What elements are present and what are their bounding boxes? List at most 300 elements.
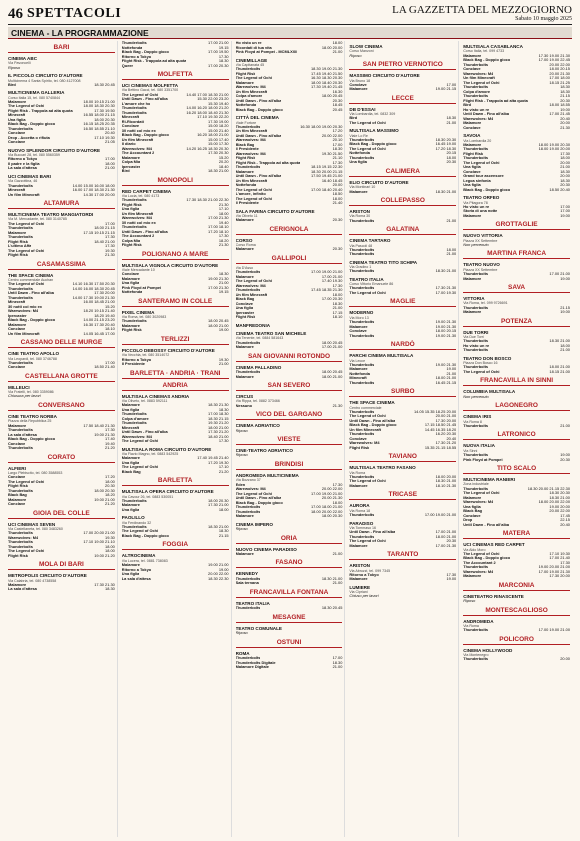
- film-title: Pink Floyd at Pompei: [463, 457, 503, 462]
- showtimes: 18.00: [218, 506, 229, 512]
- showtimes: 19.00: [560, 275, 570, 281]
- showtimes: 20.30: [560, 97, 570, 103]
- showtimes: 20.40: [560, 521, 570, 527]
- film-title: Bird: [349, 116, 358, 121]
- film-title: The Legend of Ochi: [235, 279, 272, 284]
- showtimes: 17.30 18.30 21.00 22.30: [186, 197, 229, 203]
- showtimes: 20.30: [105, 483, 115, 489]
- film-title: Warewolves: M4: [235, 487, 266, 492]
- film-title: Until Dawn - Fino all'alba: [235, 98, 282, 103]
- cinema-name: SAVOIA: [463, 133, 481, 139]
- film-title: Until Dawn - Fino all'alba: [8, 291, 54, 296]
- film-title: Thunderbolts: [463, 486, 489, 491]
- showtimes: 18.30 19.00 21.30: [311, 66, 343, 72]
- film-title: Conclave: [235, 301, 253, 306]
- cinema-block: [236, 331, 343, 350]
- showtime-row: [236, 315, 343, 320]
- showtime-row: [8, 166, 115, 171]
- cinema-address: Via Roma 18: [349, 508, 371, 513]
- cinema-address: Piazza della Repubblica 25: [8, 419, 52, 424]
- film-title: Thunderbolts: [235, 505, 261, 510]
- cinema-block: [122, 83, 229, 174]
- showtime-row: [463, 188, 570, 193]
- cinema-name: CINEMA IMPERO: [235, 521, 273, 527]
- showtimes: 18.30: [560, 84, 570, 90]
- cinema-name: CINEMA TARTARO: [349, 238, 391, 244]
- showtimes: 17.00 21.00: [208, 41, 229, 45]
- cinema-block: [236, 266, 343, 320]
- cinema-name: AURORA: [349, 503, 370, 509]
- film-title: Thunderbolts: [235, 370, 261, 375]
- cinema-address: Via Pavoncelli: [8, 61, 31, 66]
- showtimes: 19.00: [446, 576, 457, 582]
- film-title: Until Dawn - Fino all'alba: [349, 418, 396, 423]
- showtimes: 20.00: [560, 656, 570, 662]
- showtimes: 17.30 19.00 21.30: [538, 52, 570, 58]
- city-heading: BRINDISI: [236, 461, 343, 470]
- listing-column: [236, 41, 346, 837]
- city-heading: FASANO: [236, 559, 343, 568]
- cinema-address: Via Fratelli, tel. 080 3359086: [8, 390, 54, 395]
- showtime-row: [463, 126, 570, 131]
- film-title: Malamore: [349, 324, 368, 329]
- film-title: Thunderbolts: [121, 198, 147, 203]
- film-title: Thunderbolts: [463, 365, 489, 370]
- cinema-address: Via Lombardia, tel. 0832 309: [349, 112, 396, 117]
- film-title: Thunderbolts: [8, 544, 33, 549]
- showtime-row: [236, 606, 343, 611]
- showtimes: 19.00 21.30: [208, 275, 229, 281]
- showtimes: 19.00: [446, 366, 457, 372]
- showtimes: 21.40: [332, 200, 343, 206]
- cinema-address: Centro commerciale Auchan: [8, 278, 54, 283]
- film-title: Thunderbolts: [463, 62, 489, 67]
- film-title: Conclave: [349, 329, 367, 334]
- film-title: Ritorno a Tokyo: [8, 157, 38, 162]
- showtimes: 18.30: [560, 177, 570, 183]
- showtimes: 15.00 21.40: [208, 127, 229, 133]
- cinema-name: MULTISALA CINEMAS ANDRIA: [121, 393, 190, 399]
- showtimes: 18.15 21.00: [549, 368, 570, 374]
- showtimes: 17.00 19.00 21.30: [538, 568, 570, 574]
- film-title: Warewolves: M4: [463, 116, 494, 121]
- cinema-block: [349, 238, 456, 257]
- film-title: Un film Minecraft: [235, 129, 268, 134]
- film-title: Ritorno a Tokyo: [121, 567, 152, 572]
- film-title: Black Bag: [463, 509, 483, 514]
- film-title: Thunderbolts: [8, 488, 33, 493]
- showtimes: 21.00: [446, 370, 457, 376]
- showtime-row: [463, 458, 570, 463]
- cinema-block: [8, 73, 115, 87]
- film-title: Thunderbolts: [463, 156, 489, 161]
- film-title: Thunderbolts: [121, 524, 147, 529]
- city-heading: TRICASE: [349, 491, 456, 500]
- city-heading: POLICORO: [463, 636, 570, 645]
- film-title: Bird: [121, 169, 130, 174]
- cinema-name: UCI CINEMAS SEVEN: [8, 521, 56, 527]
- film-title: Thunderbolts: [8, 226, 33, 231]
- film-title: Thunderbolts: [463, 272, 489, 277]
- showtimes: 20.00: [560, 159, 570, 165]
- city-heading: CASSANO DELLE MURGE: [8, 339, 115, 348]
- film-title: Conclave: [349, 82, 367, 87]
- film-title: Una figlia: [121, 572, 140, 577]
- showtime-row: [8, 365, 115, 370]
- cinema-block: [463, 133, 570, 156]
- showtime-row: [463, 424, 570, 429]
- showtimes: 18.00: [105, 478, 115, 484]
- listing-column: [122, 41, 232, 837]
- cinema-address: Via Montinari 10: [349, 185, 376, 190]
- film-title: Nessuno: [235, 403, 253, 408]
- film-title: Malamore: [235, 169, 254, 174]
- film-title: Drop: [463, 518, 473, 523]
- cinema-block: [8, 56, 115, 70]
- cinema-block: [349, 209, 456, 223]
- showtime-row: [349, 577, 456, 582]
- showtimes: 18.40: [218, 163, 229, 169]
- cinema-name: CINEMA TEATRO SAN MICHELE: [235, 331, 307, 337]
- film-title: Thunderbolts: [349, 409, 375, 414]
- film-title: Queer: [121, 63, 134, 68]
- showtimes: 18.00 20.30: [94, 487, 115, 493]
- cinema-block: [463, 477, 570, 527]
- cinema-address: Via Bozzano 37: [235, 478, 261, 483]
- film-title: Flight Risk: [8, 484, 28, 489]
- film-title: Warewolves: M4: [235, 85, 266, 90]
- showtimes: 14.20 16.25 18.30 20.30: [186, 145, 229, 151]
- film-title: Flight Risk - Trappola ad alta quota: [235, 160, 301, 165]
- showtimes: 21.15: [218, 532, 229, 538]
- cinema-name: MULTICINEMA RANIERI: [463, 477, 515, 482]
- film-title: Warewolves: M4: [349, 441, 380, 446]
- film-title: Black Bag - Doppio gioco: [8, 437, 56, 442]
- film-title: Malamore: [235, 551, 254, 556]
- cinema-address: Via Tommaso 16: [349, 525, 377, 530]
- film-title: Nottefonda: [349, 371, 370, 376]
- film-title: Una figlia: [463, 183, 481, 188]
- film-title: The Accountant 2: [121, 151, 155, 156]
- showtimes: 17.20 18.30: [435, 145, 457, 151]
- showtimes: 21.00: [218, 361, 229, 367]
- film-title: Thunderbolts: [463, 305, 489, 310]
- showtimes: 17.40: [105, 436, 115, 442]
- showtimes: 18.30: [332, 146, 343, 152]
- showtimes: 17.30: [446, 571, 457, 577]
- showtimes: 17.00 18.40 20.40: [311, 186, 343, 192]
- showtimes: 14.40 17.00 18.30 21.00: [186, 91, 229, 97]
- showtimes: 18.20 19.15 21.40: [83, 308, 115, 314]
- showtime-row: [8, 587, 115, 592]
- showtimes: 17.40 19.45 21.40: [197, 455, 229, 461]
- cinema-name: THE SPACE CINEMA: [8, 272, 54, 278]
- film-title: Thunderbolts: [349, 137, 375, 142]
- cinema-name: CORSO: [235, 237, 253, 243]
- showtimes: 21.10: [332, 155, 343, 161]
- showtimes: 19.40: [105, 440, 115, 446]
- cinema-name: MULTICINEMA GALLERIA: [8, 90, 65, 96]
- showtimes: 17.00 21.30: [208, 284, 229, 290]
- cinema-name: CINEMA ADRIATICO: [235, 423, 280, 429]
- film-title: L'amore, infinito: [235, 192, 266, 197]
- cinema-address: Via Bettino Gacci, tel. 080 3351700: [121, 88, 179, 93]
- city-heading: LECCE: [349, 95, 456, 104]
- film-title: Drop - Accetta o rifiuta: [8, 135, 50, 140]
- showtime-row: [122, 470, 229, 475]
- film-title: Malamore: [349, 367, 368, 372]
- showtimes: 18.50: [332, 191, 343, 197]
- showtimes: 18.30 21.30: [208, 402, 229, 408]
- cinema-name: NUOVA ITALIA: [463, 443, 495, 449]
- cinema-block: [122, 263, 229, 295]
- film-title: Colpa d'amore: [235, 94, 263, 99]
- film-title: Malamore: [349, 483, 368, 488]
- showtimes: 17.40 19.30: [321, 278, 343, 284]
- cinema-name: SLOW CINEMA: [349, 44, 383, 49]
- showtimes: 17.50 18.40 21.30: [83, 422, 115, 428]
- showtimes: 16.30 17.30 20.40: [83, 321, 115, 327]
- showtimes: 20.00 22.00: [549, 508, 570, 514]
- showtime-row: [236, 375, 343, 380]
- showtimes: 17.15: [332, 309, 343, 315]
- film-title: Warewolves: M4: [8, 309, 39, 314]
- film-title: Thunderbolts: [121, 412, 147, 417]
- showtimes: 17.00 21.45: [549, 111, 570, 117]
- film-title: Malamore: [121, 403, 140, 408]
- showtimes: 17.00 19.50: [208, 49, 229, 54]
- showtimes: 18.30 21.00: [549, 494, 570, 500]
- showtimes: 18.30 20.45: [94, 81, 115, 87]
- showtimes: 17.00 18.00: [549, 75, 570, 81]
- film-title: Conclave: [463, 513, 481, 518]
- schedule-note: Riposo: [235, 452, 248, 458]
- cinema-name: CINE TEATRO NORBA: [8, 413, 57, 419]
- showtimes: 17.45 19.40 21.50: [311, 70, 343, 76]
- showtimes: 19.00 21.00: [208, 562, 229, 568]
- showtime-row: [122, 577, 229, 582]
- cinema-block: [236, 547, 343, 557]
- showtimes: 20.30: [332, 246, 343, 252]
- cinema-name: METROPOLIS CIRCUITO D'AUTORE: [8, 573, 87, 579]
- showtimes: 18.00: [332, 291, 343, 297]
- city-heading: BARLETTA · ANDRIA · TRANI: [122, 370, 229, 379]
- film-title: The Legend of Ochi: [349, 146, 386, 151]
- film-title: Malamore: [8, 423, 27, 428]
- cinema-name: CITTÀ DEL CINEMA: [235, 115, 279, 121]
- showtimes: 17.15 18.50 21.45: [424, 422, 457, 428]
- showtime-row: [8, 502, 115, 507]
- showtimes: 16.20 20.30: [435, 431, 457, 437]
- showtimes: 17.10 19.30: [549, 550, 570, 556]
- showtimes: 18.00: [105, 548, 115, 554]
- film-title: Black Bag - Doppio gioco: [349, 142, 397, 147]
- film-title: Thunderbolts: [463, 423, 489, 428]
- film-title: Thunderbolts: [8, 183, 33, 188]
- cinema-block: [463, 233, 570, 247]
- page-number: 46: [8, 5, 23, 22]
- showtime-row: [236, 514, 343, 519]
- showtimes: 19.30: [105, 534, 115, 540]
- city-heading: SAN SEVERO: [236, 382, 343, 391]
- cinema-name: TEATRO ITALIA: [235, 600, 270, 606]
- showtime-row: [349, 87, 456, 92]
- film-title: Minecraft: [121, 425, 140, 430]
- cinema-block: [8, 174, 115, 197]
- showtimes: 18.00 21.15: [94, 225, 115, 231]
- showtimes: 14.00 16.00 18.30 20.45: [72, 285, 115, 291]
- cinema-name: UCI CINEMAS RED CARPET: [463, 542, 525, 548]
- cinema-block: [349, 180, 456, 194]
- film-title: Flight Risk: [8, 239, 28, 244]
- cinema-name: ELIO CIRCUITO D'AUTORE: [349, 179, 409, 185]
- issue-date: Sabato 10 maggio 2025: [515, 16, 572, 22]
- showtime-row: [463, 348, 570, 353]
- cinema-block: [463, 356, 570, 375]
- showtime-row: [349, 252, 456, 257]
- showtime-row: [463, 523, 570, 528]
- film-title: Black Bag - Doppio gioco: [463, 187, 511, 192]
- cinema-block: [236, 394, 343, 408]
- showtimes: 17.30 19.50: [94, 107, 115, 113]
- showtimes: 20.30: [446, 538, 457, 544]
- film-title: Ricordati di tua vita: [235, 45, 272, 50]
- showtimes: 20.20: [218, 159, 229, 165]
- showtimes: 17.30: [105, 427, 115, 433]
- film-title: Una figlia: [8, 117, 26, 122]
- film-title: Malamore: [349, 577, 368, 582]
- film-title: Eden: [235, 482, 246, 487]
- city-heading: SAN PIETRO VERNOTICO: [349, 61, 456, 70]
- film-title: Thunderbolts: [349, 247, 375, 252]
- film-title: Conclave: [121, 272, 140, 277]
- film-title: Black Bag - Doppio gioco: [235, 107, 283, 112]
- showtimes: 19.30: [105, 247, 115, 253]
- film-title: Pink Floyd at Pompei: [121, 285, 162, 290]
- showtimes: 15.20: [218, 154, 229, 160]
- film-title: Un film Minecraft: [235, 178, 268, 183]
- showtimes: 21.05: [105, 139, 115, 145]
- film-title: The Legend of Ochi: [349, 539, 386, 544]
- film-title: Conclave: [8, 475, 26, 480]
- showtime-row: [122, 169, 229, 174]
- film-title: Thunderbolts: [121, 421, 147, 426]
- showtimes: 17.20 19.30: [208, 459, 229, 465]
- showtime-row: [8, 140, 115, 145]
- showtimes: 18.30: [218, 406, 229, 412]
- film-title: Thunderbolts: [349, 155, 375, 160]
- showtimes: 19.30 21.20: [208, 420, 229, 426]
- film-title: Malamore: [8, 582, 27, 587]
- showtimes: 18.30: [332, 659, 343, 665]
- cinema-block: [463, 648, 570, 662]
- cinema-name: TEATRO DON BOSCO: [463, 355, 512, 361]
- cinema-name: ALTROCINEMA: [121, 553, 156, 559]
- film-title: Flight Risk: [8, 553, 28, 558]
- showtime-row: [463, 370, 570, 375]
- film-title: Minecraft: [121, 115, 140, 120]
- city-heading: GALLIPOLI: [236, 255, 343, 264]
- film-title: Warewolves: M4: [235, 151, 266, 156]
- film-title: Black Bag - Doppio gioco: [121, 133, 169, 138]
- showtimes: 20.00 21.00: [435, 413, 457, 419]
- cinema-block: [349, 260, 456, 274]
- showtimes: 18.30 20.00 21.15: [311, 168, 343, 174]
- showtimes: 16.20 18.00 21.00: [197, 132, 229, 138]
- showtimes: 17.00: [105, 156, 115, 162]
- showtimes: 18.00 20.30: [208, 497, 229, 503]
- cinema-block: [463, 44, 570, 130]
- cinema-name: MULTISALA CASABLANCA: [463, 44, 523, 49]
- cinema-name: DUE TORRI: [463, 329, 489, 335]
- cinema-name: CINEMA PALLADINO: [235, 364, 282, 370]
- showtimes: 18.30: [218, 58, 229, 63]
- film-title: Thunderbolts: [463, 339, 489, 344]
- cinema-name: PIXEL CINEMA: [121, 309, 155, 315]
- film-title: Thunderbolts: [349, 534, 375, 539]
- film-title: Thunderbolts: [8, 286, 33, 291]
- film-title: Thunderbolts: [8, 446, 33, 451]
- showtimes: 17.30: [332, 159, 343, 165]
- city-heading: CONVERSANO: [8, 402, 115, 411]
- cinema-address: Via Sinni: [463, 448, 478, 453]
- showtimes: 17.20: [332, 128, 343, 134]
- showtimes: 18.30 20.45: [321, 605, 343, 611]
- film-title: Malamore: [8, 497, 27, 502]
- showtimes: 18.00 20.30: [321, 513, 343, 519]
- showtimes: 17.30: [560, 150, 570, 156]
- cinema-block: [463, 414, 570, 428]
- film-title: Malamore: [235, 218, 254, 223]
- cinema-address: Piazza XX Settembre: [463, 267, 498, 272]
- cinema-block: [349, 107, 456, 126]
- film-title: Pink Floyd at Pompei - MCMLXXII: [235, 50, 298, 54]
- cinema-address: Corso Manzoni: [349, 49, 374, 54]
- showtimes: 17.30 19.00: [208, 118, 229, 124]
- film-title: Black Bag: [8, 493, 27, 498]
- showtimes: 16.00 17.00 18.30 21.30: [72, 187, 115, 193]
- cinema-block: [236, 651, 343, 670]
- film-title: Conclave: [8, 140, 26, 145]
- schedule-note: Riposo: [463, 598, 476, 604]
- showtimes: 19.30 21.50: [321, 150, 343, 156]
- showtimes: 14.00 15.00 16.00 18.00: [72, 182, 115, 188]
- showtimes: 17.00 19.00 21.00: [311, 490, 343, 496]
- cinema-block: [236, 448, 343, 458]
- showtimes: 17.00 21.00: [435, 529, 457, 535]
- masthead-title: LA GAZZETTA DEL MEZZOGIORNO: [392, 4, 572, 16]
- film-title: Thunderbolts: [8, 235, 33, 240]
- cinema-address: Corso Vittorio Emanuele 86: [349, 282, 394, 287]
- showtimes: 20.30: [332, 97, 343, 103]
- city-heading: SAVA: [463, 284, 570, 293]
- cinema-name: TEATRO ITALIA: [349, 276, 384, 282]
- city-heading: MARCONIA: [463, 582, 570, 591]
- showtimes: 18.00 21.00: [549, 364, 570, 370]
- cinema-name: MODERNO: [349, 310, 374, 316]
- showtime-row: [349, 544, 456, 549]
- showtimes: 17.00: [446, 81, 457, 87]
- cinema-block: [8, 351, 115, 370]
- film-title: The Legend of Ochi: [463, 160, 500, 165]
- film-title: Black Bag - Doppio gioco: [8, 122, 56, 127]
- showtimes: 14.00 17.30 19.00 21.30: [72, 294, 115, 300]
- showtimes: 21.00: [446, 119, 457, 125]
- film-title: The Legend of Ochi: [349, 120, 386, 125]
- film-title: Thunderbolts: [349, 474, 375, 479]
- film-title: La sala d'attesa: [8, 587, 37, 592]
- film-title: Una figlia: [463, 165, 481, 170]
